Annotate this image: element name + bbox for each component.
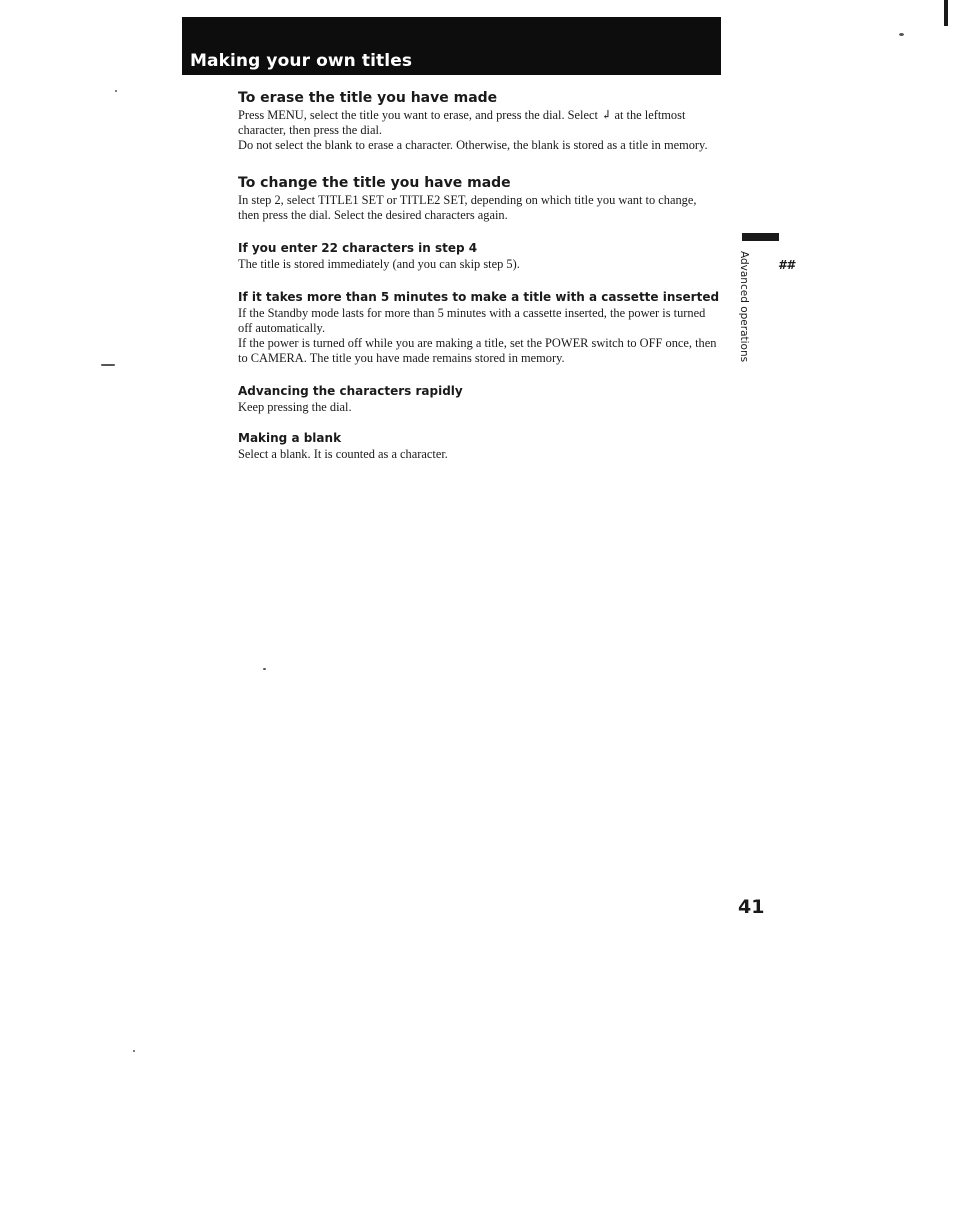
note-5-minutes-text-2: If the power is turned off while you are making a title, set the POWER switch to OFF once, then to CAMERA. The title you have made remains stored in memory. xyxy=(238,336,717,365)
note-blank-text: Select a blank. It is counted as a character. xyxy=(238,447,448,461)
edge-bar xyxy=(944,0,948,26)
main-content xyxy=(238,88,720,462)
side-mark: ## xyxy=(778,258,795,272)
note-blank-heading: Making a blank xyxy=(238,431,342,445)
note-advancing-text: Keep pressing the dial. xyxy=(238,400,352,414)
side-tab-bar xyxy=(742,233,779,241)
note-5-minutes-text-1: If the Standby mode lasts for more than 5 minutes with a cassette inserted, the power is turned off automatically. xyxy=(238,306,706,335)
scan-speck xyxy=(101,364,115,366)
page-title: Making your own titles xyxy=(190,51,413,71)
change-title-paragraph: In step 2, select TITLE1 SET or TITLE2 SET, depending on which title you want to change, then press the dial. Select the desired characters again. xyxy=(238,193,697,222)
note-advancing-heading: Advancing the characters rapidly xyxy=(238,384,463,398)
scan-speck xyxy=(133,1050,135,1052)
note-22-characters-text: The title is stored immediately (and you can skip step 5). xyxy=(238,257,520,271)
page-number: 41 xyxy=(738,896,765,918)
scan-speck xyxy=(899,33,904,36)
erase-title-heading: To erase the title you have made xyxy=(238,90,498,106)
change-title-heading: To change the title you have made xyxy=(238,175,511,191)
scan-speck xyxy=(115,90,117,92)
note-22-characters-heading: If you enter 22 characters in step 4 xyxy=(238,241,478,255)
scan-speck xyxy=(263,668,266,670)
section-title-bar xyxy=(182,17,721,75)
side-tab-label: Advanced operations xyxy=(738,251,750,363)
erase-title-paragraph-1: Press MENU, select the title you want to erase, and press the dial. Select ↲ at the leftmost character, then press the dial. xyxy=(238,108,686,137)
note-5-minutes-heading: If it takes more than 5 minutes to make a title with a cassette inserted xyxy=(238,290,720,304)
erase-title-paragraph-2: Do not select the blank to erase a character. Otherwise, the blank is stored as a title in memory. xyxy=(238,138,708,152)
